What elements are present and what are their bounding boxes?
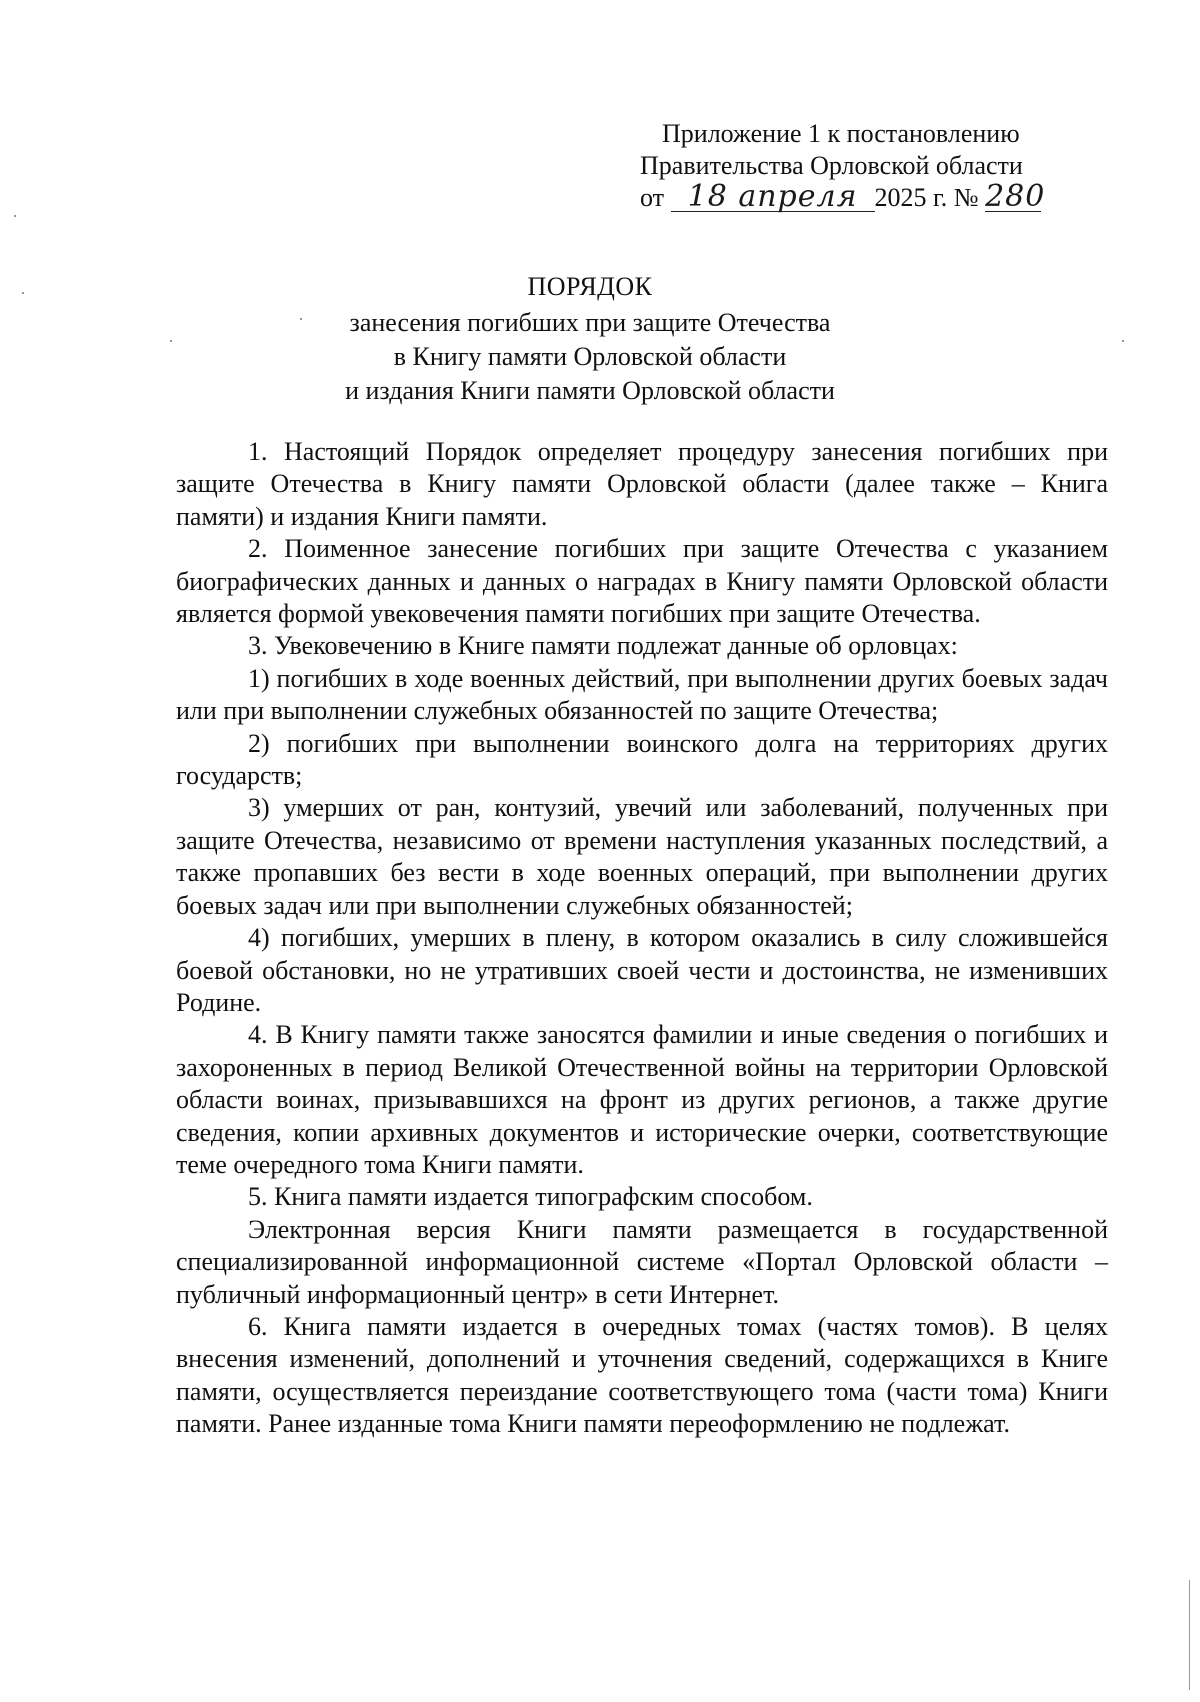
appendix-line-2: Правительства Орловской области (640, 151, 1023, 180)
scan-speck (170, 340, 172, 342)
paragraph-3-item-4: 4) погибших, умерших в плену, в котором оказались в силу сложившейся боевой обстановки, но не утративших своей чести и достоинства, не изменивших Родине. (176, 923, 1108, 1017)
date-year: 2025 г. № (874, 183, 979, 212)
appendix-header (640, 118, 1080, 214)
paragraph-6: 6. Книга памяти издается в очередных томах (частях томов). В целях внесения изменений, дополнений и уточнения сведений, содержащихся в Книге памяти, осуществляется переиздание соответствующего тома (части тома) Книги памяти. Ранее изданные тома Книги памяти переоформлению не подлежат. (176, 1311, 1108, 1439)
scan-speck (1122, 340, 1124, 342)
appendix-date-line (640, 179, 1080, 214)
date-prefix: от (640, 183, 665, 212)
title-heading: ПОРЯДОК (527, 272, 653, 301)
handwritten-number: 280 (985, 179, 1046, 214)
paragraph-1: 1. Настоящий Порядок определяет процедуру занесения погибших при защите Отечества в Книгу памяти Орловской области (далее также – Книга памяти) и издания Книги памяти. (176, 437, 1108, 531)
paragraph-3-item-1: 1) погибших в ходе военных действий, при выполнении других боевых задач или при выполнении служебных обязанностей по защите Отечества; (176, 663, 1108, 726)
title-line-1: занесения погибших при защите Отечества (349, 308, 831, 337)
scan-speck (14, 215, 16, 217)
scan-speck (22, 292, 24, 294)
document-body (176, 436, 1108, 1441)
paragraph-2: 2. Поименное занесение погибших при защите Отечества с указанием биографических данных и данных о наградах в Книгу памяти Орловской области является формой увековечения памяти погибших при защите Отечества. (176, 534, 1108, 629)
paragraph-5-electronic: Электронная версия Книги памяти размещается в государственной специализированной информационной системе «Портал Орловской области – публичный информационный центр» в сети Интернет. (176, 1214, 1108, 1309)
title-line-2: в Книгу памяти Орловской области (393, 342, 787, 371)
document-title (160, 270, 1020, 408)
scan-edge-line (1189, 1580, 1190, 1690)
handwritten-date: 18 апреля (671, 183, 875, 212)
paragraph-3-item-3: 3) умерших от ран, контузий, увечий или заболеваний, полученных при защите Отечества, независимо от времени наступления указанных последствий, а также пропавших без вести в ходе военных операций, при выполнении других боевых задач или при выполнении служебных обязанностей; (176, 793, 1108, 920)
paragraph-5: 5. Книга памяти издается типографским способом. (248, 1182, 813, 1212)
title-line-3: и издания Книги памяти Орловской области (345, 376, 835, 405)
paragraph-3: 3. Увековечению в Книге памяти подлежат данные об орловцах: (248, 631, 958, 661)
paragraph-3-item-2: 2) погибших при выполнении воинского долга на территориях других государств; (176, 728, 1108, 791)
paragraph-4: 4. В Книгу памяти также заносятся фамилии и иные сведения о погибших и захороненных в период Великой Отечественной войны на территории Орловской области воинах, призывавшихся на фронт из других регионов, а также другие сведения, копии архивных документов и исторические очерки, соответствующие теме очередного тома Книги памяти. (176, 1020, 1108, 1179)
scan-speck (300, 318, 302, 320)
appendix-line-1: Приложение 1 к постановлению (662, 119, 1020, 148)
